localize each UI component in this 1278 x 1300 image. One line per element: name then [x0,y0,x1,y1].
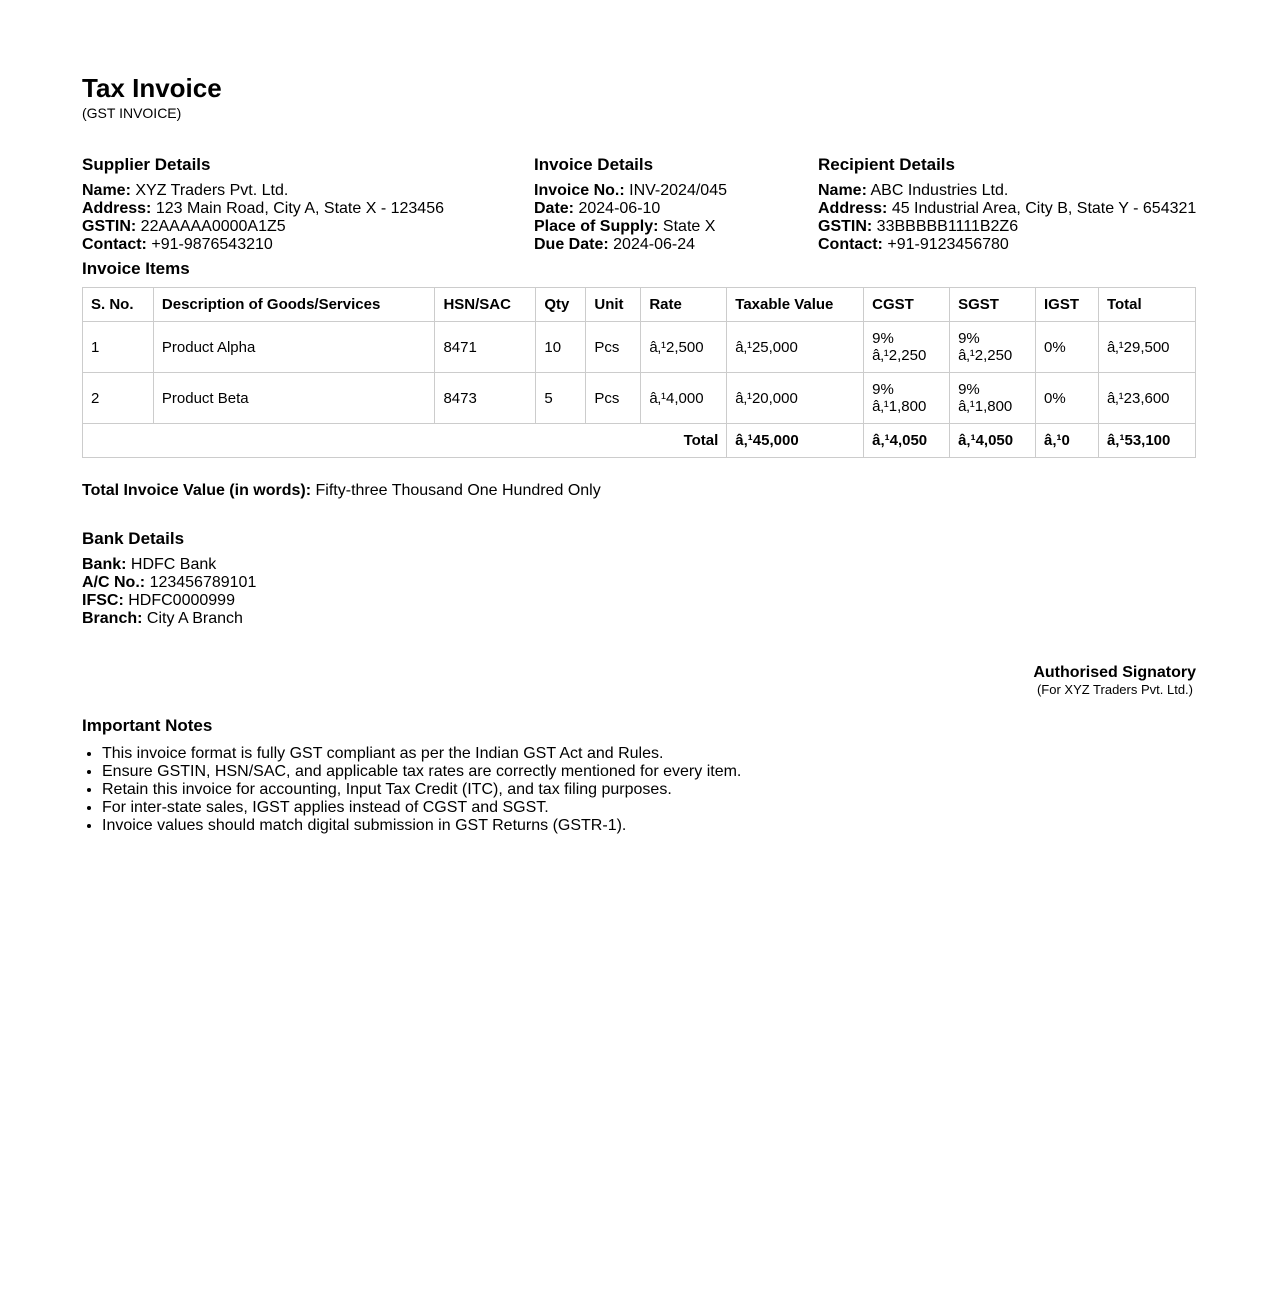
supplier-name-value: XYZ Traders Pvt. Ltd. [135,182,289,199]
supplier-contact [82,236,444,254]
recipient-address [818,200,1196,218]
list-item: • Retain this invoice for accounting, Input Tax Credit (ITC), and tax filing purposes. [102,781,1196,799]
table-row [83,373,1196,424]
bank-name-value: HDFC Bank [130,556,217,573]
column-header: Qty [536,288,586,322]
list-item: • For inter-state sales, IGST applies instead of CGST and SGST. [102,799,1196,817]
recipient-details [818,155,1196,254]
authorised-signatory [82,664,1196,698]
bank-ifsc [82,592,1196,610]
bank-account [82,574,1196,592]
table-row [83,322,1196,373]
cell-hsn: 8471 [435,322,536,373]
supplier-address-value: 123 Main Road, City A, State X - 123456 [155,200,444,217]
bank-heading: Bank Details [82,529,185,548]
list-item: • Ensure GSTIN, HSN/SAC, and applicable tax rates are correctly mentioned for every item. [102,763,1196,781]
cell-igst: 0% [1036,373,1099,424]
cell-unit: Pcs [586,373,641,424]
table-header-row [83,288,1196,322]
recipient-heading: Recipient Details [818,155,955,174]
bank-branch-value: City A Branch [146,610,243,627]
words-value: Fifty-three Thousand One Hundred Only [315,482,601,499]
invoice-items-table [82,287,1196,458]
page-subtitle: (GST INVOICE) [82,105,182,121]
invoice-number [534,182,727,200]
invoice-date-label: Date: [534,200,575,217]
cell-sno: 1 [83,322,154,373]
invoice-due-label: Due Date: [534,236,609,253]
cell-description: Product Beta [153,373,435,424]
recipient-contact [818,236,1196,254]
cell-total: â‚¹23,600 [1098,373,1195,424]
recipient-contact-label: Contact: [818,236,883,253]
recipient-contact-value: +91-9123456780 [887,236,1009,253]
details-row [82,155,1196,259]
bank-name-label: Bank: [82,556,127,573]
cell-igst: 0% [1036,322,1099,373]
column-header: Rate [641,288,727,322]
invoice-heading: Invoice Details [534,155,654,174]
column-header: Taxable Value [727,288,864,322]
cell-description: Product Alpha [153,322,435,373]
total-igst: â‚¹0 [1036,424,1099,458]
bank-ifsc-value: HDFC0000999 [128,592,235,609]
total-sgst: â‚¹4,050 [950,424,1036,458]
page-title: Tax Invoice [82,73,222,103]
invoice-number-value: INV-2024/045 [629,182,727,199]
cell-sno: 2 [83,373,154,424]
supplier-heading: Supplier Details [82,155,211,174]
cell-cgst [864,373,950,424]
total-cgst: â‚¹4,050 [864,424,950,458]
column-header: IGST [1036,288,1099,322]
column-header: Description of Goods/Services [153,288,435,322]
supplier-gstin-label: GSTIN: [82,218,137,235]
bank-account-value: 123456789101 [149,574,257,591]
sgst-rate: 9% [958,330,980,347]
cgst-amount: â‚¹1,800 [872,398,927,415]
invoice-details [534,155,727,254]
invoice-place-label: Place of Supply: [534,218,659,235]
supplier-address-label: Address: [82,200,152,217]
bank-name [82,556,1196,574]
bank-account-label: A/C No.: [82,574,146,591]
recipient-name-value: ABC Industries Ltd. [870,182,1009,199]
cell-taxable: â‚¹20,000 [727,373,864,424]
sgst-amount: â‚¹1,800 [958,398,1013,415]
invoice-number-label: Invoice No.: [534,182,625,199]
cell-qty: 5 [536,373,586,424]
bank-branch [82,610,1196,628]
column-header: Total [1098,288,1195,322]
recipient-address-value: 45 Industrial Area, City B, State Y - 654321 [891,200,1197,217]
supplier-gstin-value: 22AAAAA0000A1Z5 [140,218,286,235]
recipient-address-label: Address: [818,200,888,217]
cell-rate: â‚¹2,500 [641,322,727,373]
column-header: CGST [864,288,950,322]
cell-unit: Pcs [586,322,641,373]
cell-hsn: 8473 [435,373,536,424]
cell-qty: 10 [536,322,586,373]
supplier-details [82,155,444,254]
column-header: Unit [586,288,641,322]
notes-heading: Important Notes [82,716,213,735]
signatory-label: Authorised Signatory [1033,664,1196,681]
invoice-page [82,72,1196,835]
invoice-date [534,200,727,218]
cgst-rate: 9% [872,381,894,398]
column-header: SGST [950,288,1036,322]
column-header: HSN/SAC [435,288,536,322]
total-amount: â‚¹53,100 [1098,424,1195,458]
supplier-name [82,182,444,200]
total-taxable: â‚¹45,000 [727,424,864,458]
invoice-due [534,236,727,254]
recipient-gstin [818,218,1196,236]
invoice-place [534,218,727,236]
bank-details [82,529,1196,628]
items-heading: Invoice Items [82,259,190,278]
invoice-date-value: 2024-06-10 [578,200,661,217]
bank-branch-label: Branch: [82,610,143,627]
signatory-for: (For XYZ Traders Pvt. Ltd.) [1036,682,1193,697]
supplier-address [82,200,444,218]
cell-sgst [950,322,1036,373]
cell-rate: â‚¹4,000 [641,373,727,424]
cgst-rate: 9% [872,330,894,347]
cell-cgst [864,322,950,373]
words-label: Total Invoice Value (in words): [82,482,312,499]
supplier-contact-value: +91-9876543210 [151,236,273,253]
invoice-due-value: 2024-06-24 [613,236,695,253]
list-item: • This invoice format is fully GST compliant as per the Indian GST Act and Rules. [102,745,1196,763]
bank-ifsc-label: IFSC: [82,592,124,609]
recipient-gstin-value: 33BBBBB1111B2Z6 [876,218,1019,235]
invoice-place-value: State X [662,218,716,235]
sgst-rate: 9% [958,381,980,398]
cell-total: â‚¹29,500 [1098,322,1195,373]
recipient-name-label: Name: [818,182,867,199]
notes-list [82,745,1196,835]
important-notes [82,716,1196,835]
cell-taxable: â‚¹25,000 [727,322,864,373]
supplier-contact-label: Contact: [82,236,147,253]
sgst-amount: â‚¹2,250 [958,347,1013,364]
recipient-name [818,182,1196,200]
cell-sgst [950,373,1036,424]
list-item: • Invoice values should match digital submission in GST Returns (GSTR-1). [102,817,1196,835]
supplier-gstin [82,218,444,236]
cgst-amount: â‚¹2,250 [872,347,927,364]
total-label: Total [83,424,727,458]
recipient-gstin-label: GSTIN: [818,218,873,235]
invoice-value-words [82,482,1196,500]
column-header: S. No. [83,288,154,322]
table-total-row [83,424,1196,458]
supplier-name-label: Name: [82,182,131,199]
